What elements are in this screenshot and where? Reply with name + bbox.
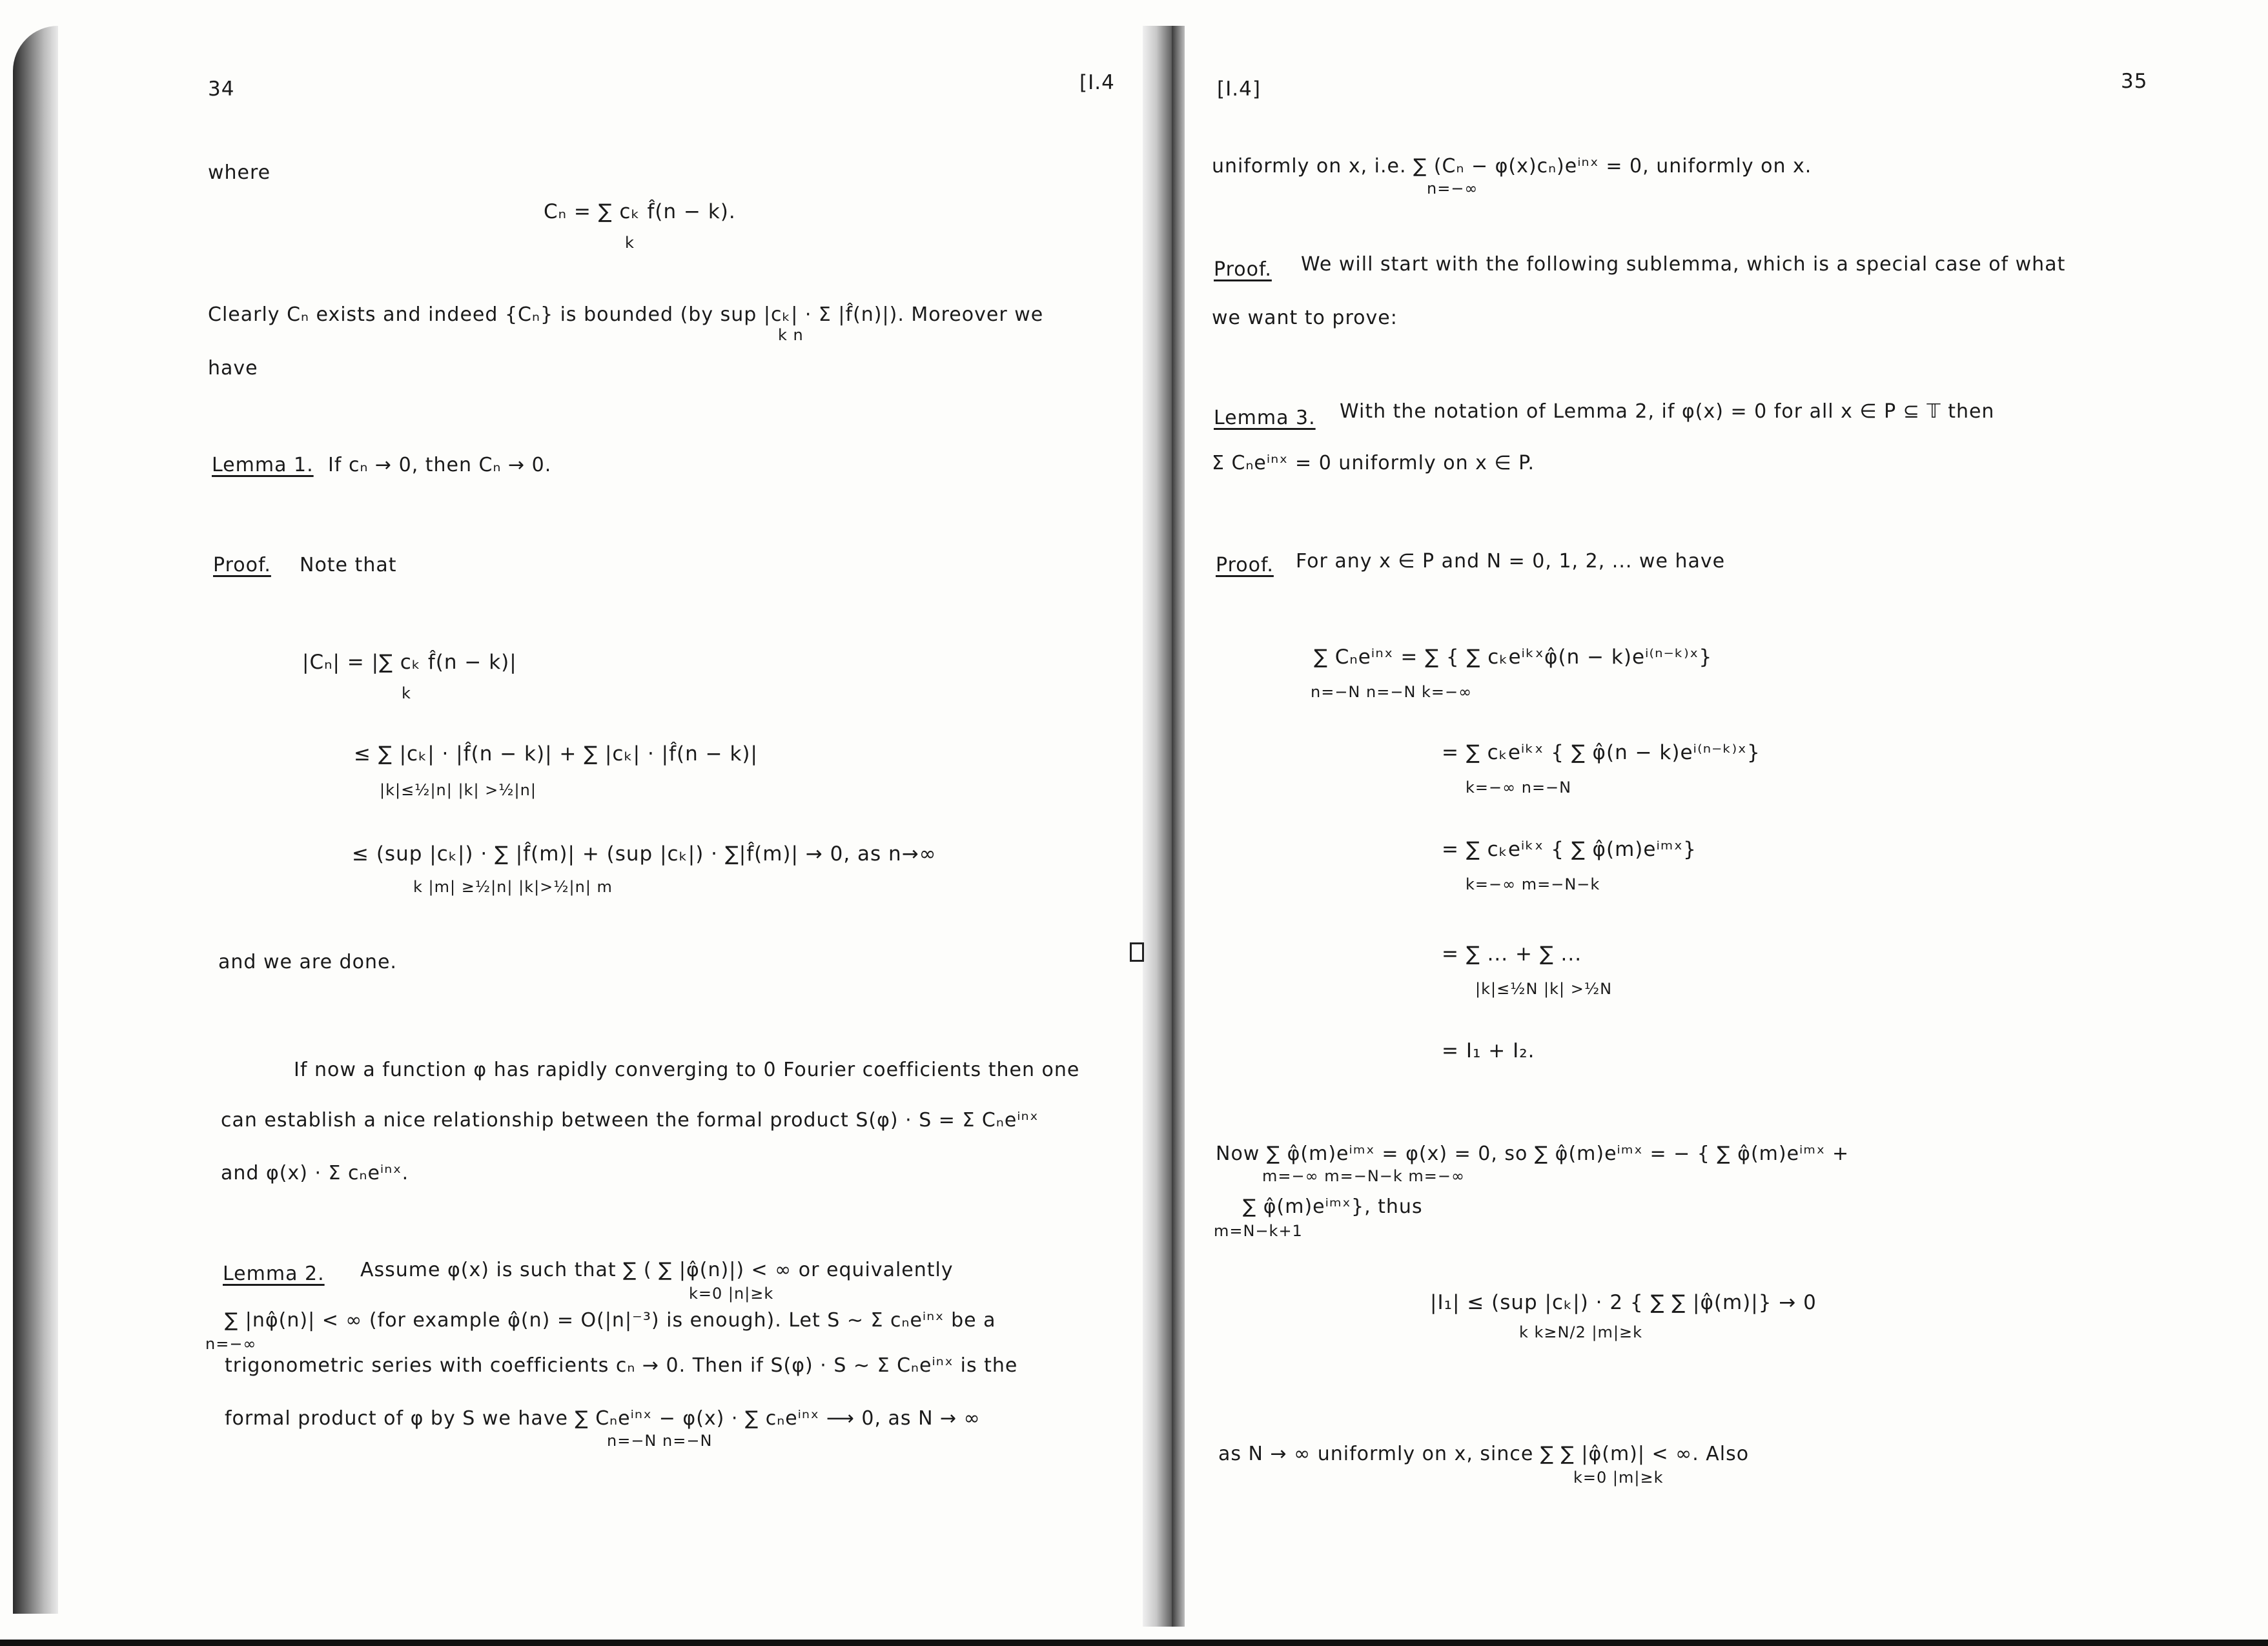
- page-number: 35: [2121, 70, 2148, 93]
- section-reference: [I.4: [1079, 71, 1115, 94]
- text-line: and we are done.: [218, 951, 397, 973]
- text-subscript: n=−N n=−N: [607, 1432, 713, 1450]
- qed-box-icon: [1130, 942, 1144, 962]
- text-line: Clearly Cₙ exists and indeed {Cₙ} is bounded (by sup |cₖ| · Σ |f̂(n)|). Moreover we: [208, 303, 1044, 326]
- text-subscript: n=−∞: [205, 1335, 257, 1353]
- text-line: Σ Cₙeⁱⁿˣ = 0 uniformly on x ∈ P.: [1212, 452, 1535, 474]
- section-reference: [I.4]: [1217, 77, 1261, 101]
- equation-line: Cₙ = ∑ cₖ f̂(n − k).: [544, 200, 736, 223]
- text-line: Note that: [300, 554, 397, 576]
- book-binding-shadow: [13, 26, 58, 1614]
- lemma-heading: Lemma 3.: [1214, 407, 1316, 429]
- text-line: and φ(x) · Σ cₙeⁱⁿˣ.: [221, 1162, 409, 1184]
- proof-heading: Proof.: [1214, 258, 1272, 281]
- right-page: [1172, 0, 2268, 1646]
- lemma-heading: Lemma 1.: [212, 454, 314, 476]
- equation-subscript: n=−N n=−N k=−∞: [1311, 683, 1473, 701]
- equation-subscript: |k|≤½|n| |k| >½|n|: [380, 781, 536, 799]
- equation-line: |I₁| ≤ (sup |cₖ|) · 2 { ∑ ∑ |φ̂(m)|} → 0: [1430, 1291, 1817, 1314]
- scan-bottom-edge: [0, 1640, 2268, 1646]
- equation-subscript: k: [625, 234, 635, 252]
- text-line: trigonometric series with coefficients cₙ → 0. Then if S(φ) · S ∼ Σ Cₙeⁱⁿˣ is the: [225, 1354, 1018, 1377]
- text-line: ∑ φ̂(m)eⁱᵐˣ}, thus: [1243, 1195, 1423, 1218]
- equation-line: = ∑ cₖeⁱᵏˣ { ∑ φ̂(n − k)eⁱ⁽ⁿ⁻ᵏ⁾ˣ}: [1442, 741, 1761, 764]
- equation-subscript: k=−∞ n=−N: [1466, 778, 1572, 797]
- equation-line: = ∑ cₖeⁱᵏˣ { ∑ φ̂(m)eⁱᵐˣ}: [1442, 838, 1697, 861]
- equation-line: ∑ Cₙeⁱⁿˣ = ∑ { ∑ cₖeⁱᵏˣφ̂(n − k)eⁱ⁽ⁿ⁻ᵏ⁾ˣ}: [1314, 645, 1713, 669]
- equation-line: ≤ ∑ |cₖ| · |f̂(n − k)| + ∑ |cₖ| · |f̂(n − k)|: [354, 742, 758, 766]
- page-number: 34: [208, 77, 235, 101]
- text-line: With the notation of Lemma 2, if φ(x) = 0 for all x ∈ P ⊆ 𝕋 then: [1340, 400, 1995, 423]
- text-line: If now a function φ has rapidly converging to 0 Fourier coefficients then one: [294, 1059, 1080, 1081]
- equation-line: |Cₙ| = |∑ cₖ f̂(n − k)|: [302, 651, 517, 674]
- text-subscript: n=−∞: [1427, 179, 1478, 198]
- text-line: ∑ |nφ̂(n)| < ∞ (for example φ̂(n) = O(|n|⁻³) is enough). Let S ∼ Σ cₙeⁱⁿˣ be a: [225, 1309, 996, 1332]
- proof-heading: Proof.: [1216, 554, 1274, 576]
- text-line: formal product of φ by S we have ∑ Cₙeⁱⁿˣ − φ(x) · ∑ cₙeⁱⁿˣ ⟶ 0, as N → ∞: [225, 1407, 981, 1430]
- equation-subscript: k |m| ≥½|n| |k|>½|n| m: [413, 878, 613, 896]
- text-line: For any x ∈ P and N = 0, 1, 2, ... we have: [1296, 550, 1726, 573]
- equation-line: = I₁ + I₂.: [1442, 1039, 1535, 1062]
- equation-line: ≤ (sup |cₖ|) · ∑ |f̂(m)| + (sup |cₖ|) · ∑|f̂(m)| → 0, as n→∞: [352, 842, 937, 866]
- text-subscript: k n: [778, 326, 804, 344]
- lemma-heading: Lemma 2.: [223, 1263, 325, 1285]
- text-line: If cₙ → 0, then Cₙ → 0.: [328, 454, 552, 476]
- text-line: We will start with the following sublemma, which is a special case of what: [1301, 253, 2066, 276]
- proof-heading: Proof.: [213, 554, 271, 576]
- equation-subscript: k: [402, 684, 411, 702]
- text-line: Assume φ(x) is such that ∑ ( ∑ |φ̂(n)|) < ∞ or equivalently: [360, 1259, 954, 1281]
- book-spine-shadow: [1143, 26, 1172, 1627]
- equation-subscript: |k|≤½N |k| >½N: [1475, 980, 1613, 998]
- equation-line: = ∑ ... + ∑ ...: [1442, 942, 1582, 966]
- text-line: have: [208, 357, 258, 380]
- text-line: as N → ∞ uniformly on x, since ∑ ∑ |φ̂(m)| < ∞. Also: [1218, 1443, 1750, 1465]
- text-line: we want to prove:: [1212, 307, 1398, 329]
- text-subscript: m=−∞ m=−N−k m=−∞: [1262, 1167, 1465, 1185]
- text-line: uniformly on x, i.e. ∑ (Cₙ − φ(x)cₙ)eⁱⁿˣ = 0, uniformly on x.: [1212, 155, 1812, 178]
- text-line: where: [208, 161, 271, 184]
- text-line: Now ∑ φ̂(m)eⁱᵐˣ = φ(x) = 0, so ∑ φ̂(m)eⁱᵐˣ = − { ∑ φ̂(m)eⁱᵐˣ +: [1216, 1143, 1850, 1165]
- text-subscript: k=0 |n|≥k: [689, 1285, 774, 1303]
- text-subscript: k=0 |m|≥k: [1573, 1468, 1664, 1487]
- text-line: can establish a nice relationship between the formal product S(φ) · S = Σ Cₙeⁱⁿˣ: [221, 1109, 1039, 1132]
- text-subscript: m=N−k+1: [1214, 1222, 1303, 1240]
- equation-subscript: k=−∞ m=−N−k: [1466, 875, 1600, 893]
- book-spine-shadow: [1172, 26, 1185, 1627]
- equation-subscript: k k≥N/2 |m|≥k: [1519, 1323, 1643, 1341]
